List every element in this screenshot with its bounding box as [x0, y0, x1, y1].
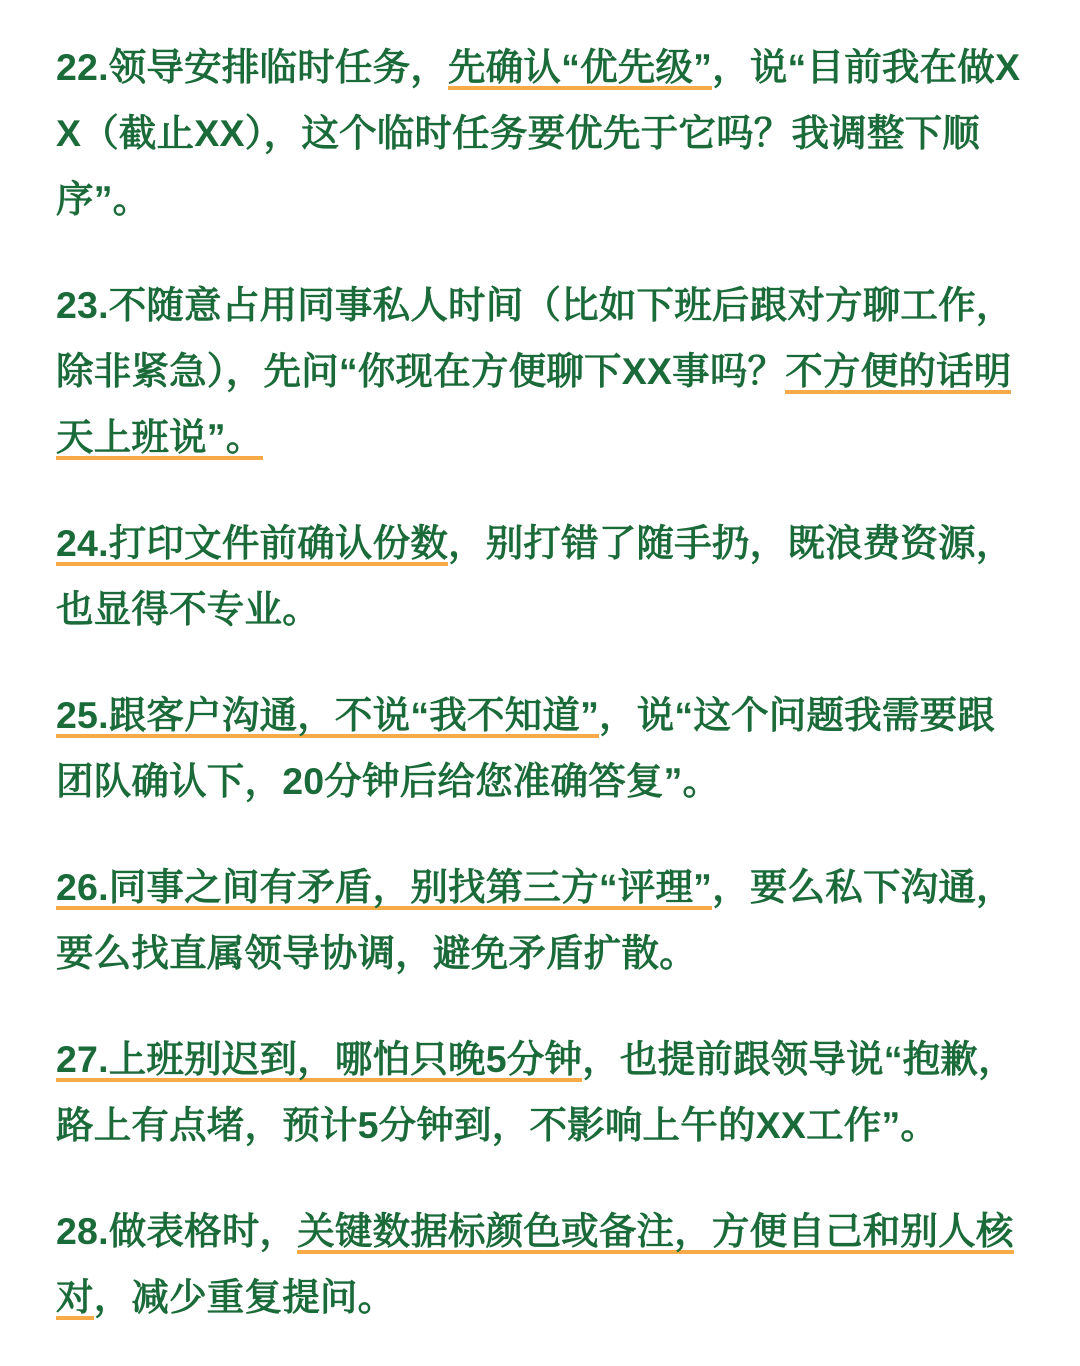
tip-paragraph-28	[56, 1198, 1024, 1330]
highlighted-text: 27.上班别迟到，哪怕只晚5分钟	[56, 1038, 583, 1080]
tip-paragraph-25	[56, 682, 1024, 814]
tips-list	[56, 34, 1024, 1330]
tip-paragraph-24	[56, 510, 1024, 642]
plain-text: 22.领导安排临时任务，	[56, 46, 449, 88]
highlighted-text: 24.打印文件前确认份数	[56, 522, 449, 564]
highlighted-text: 不方便的话明天上班说”。	[56, 350, 1012, 458]
highlighted-text: 关键数据标颜色或备注，方便自己和别人核对	[56, 1210, 1014, 1318]
plain-text: ，说“目前我在做XX（截止XX），这个临时任务要优先于它吗？我调整下顺序”。	[56, 46, 1021, 220]
tip-paragraph-27	[56, 1026, 1024, 1158]
tip-paragraph-26	[56, 854, 1024, 986]
highlighted-text: 25.跟客户沟通，不说“我不知道”	[56, 694, 600, 736]
tip-paragraph-22	[56, 34, 1024, 232]
plain-text: ，说“这个问题我需要跟团队确认下，20分钟后给您准确答复”。	[56, 694, 995, 802]
highlighted-text: 先确认“优先级”	[448, 46, 713, 88]
plain-text: ，别打错了随手扔，既浪费资源，也显得不专业。	[56, 522, 1014, 630]
plain-text: ，减少重复提问。	[93, 1276, 396, 1318]
plain-text: 28.做表格时，	[56, 1210, 298, 1252]
plain-text: ，要么私下沟通，要么找直属领导协调，避免矛盾扩散。	[56, 866, 1014, 974]
plain-text: ，也提前跟领导说“抱歉，路上有点堵，预计5分钟到，不影响上午的XX工作”。	[56, 1038, 1016, 1146]
plain-text: 23.不随意占用同事私人时间（比如下班后跟对方聊工作，除非紧急），先问“你现在方便聊下XX事吗？	[56, 284, 1014, 392]
tip-paragraph-23	[56, 272, 1024, 470]
highlighted-text: 26.同事之间有矛盾，别找第三方“评理”	[56, 866, 713, 908]
